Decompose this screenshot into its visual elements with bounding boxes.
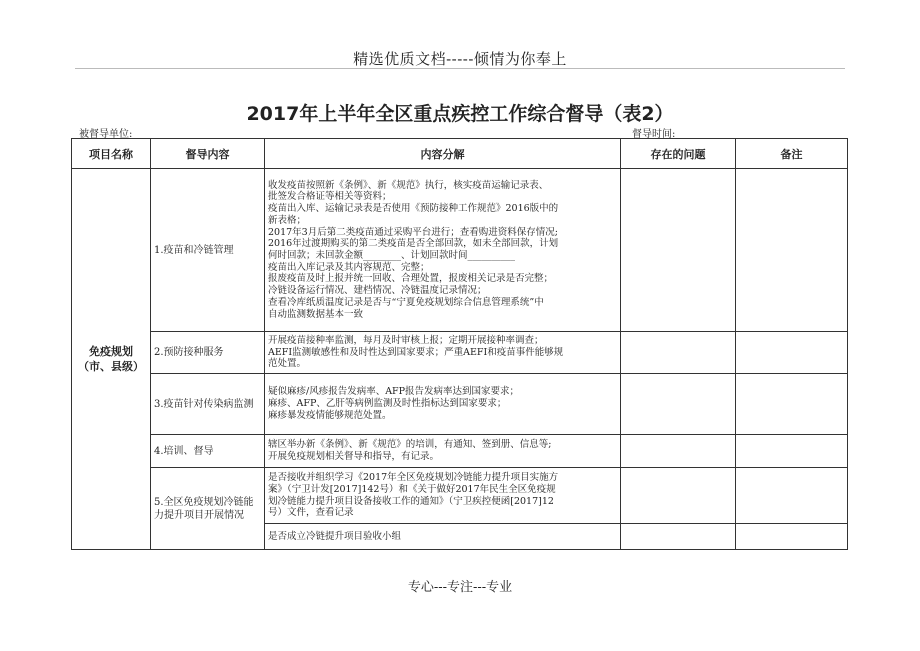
remarks-cell[interactable]	[736, 468, 848, 524]
supervision-item: 1.疫苗和冷链管理	[151, 169, 265, 332]
content-line: 案》（宁卫计发[2017]142号）和《关于做好2017年民生全区免疫规	[268, 483, 556, 495]
col-header-problems: 存在的问题	[621, 139, 736, 169]
problems-cell[interactable]	[621, 468, 736, 524]
table-header-row	[72, 139, 848, 169]
problems-cell[interactable]	[621, 332, 736, 374]
supervision-item: 4.培训、督导	[151, 435, 265, 468]
content-line: 新表格；	[268, 214, 307, 226]
content-breakdown-cell	[265, 332, 621, 374]
content-line: 疑似麻疹/风疹报告发病率、AFP报告发病率达到国家要求；	[268, 386, 520, 398]
content-line: 辖区举办新《条例》、新《规范》的培训，有通知、签到册、信息等;	[268, 439, 552, 451]
content-line: 是否接收并组织学习《2017年全区免疫规划冷链能力提升项目实施方	[268, 472, 559, 484]
supervision-item: 3.疫苗针对传染病监测	[151, 374, 265, 435]
content-line: 麻疹暴发疫情能够规范处置。	[268, 409, 392, 421]
content-line: 疫苗出入库记录及其内容规范、完整；	[268, 261, 430, 273]
content-line: 何时回款；未回款金额________、计划回款时间__________	[268, 250, 516, 261]
table-row	[72, 169, 848, 332]
project-name: 免疫规划	[89, 345, 133, 358]
content-line: AEFI监测敏感性和及时性达到国家要求；严重AEFI和疫苗事件能够规	[268, 346, 564, 358]
page-footer: 专心---专注---专业	[407, 580, 513, 595]
supervision-item: 5.全区免疫规划冷链能力提升项目开展情况	[151, 468, 265, 550]
content-breakdown-cell	[265, 169, 621, 332]
table-row	[72, 374, 848, 435]
project-name-cell	[72, 169, 151, 550]
content-line: 报废疫苗及时上报并统一回收、合理处置，报废相关记录是否完整；	[268, 273, 554, 285]
content-line: 开展免疫规划相关督导和指导，有记录。	[268, 451, 440, 462]
document-title: 2017年上半年全区重点疾控工作综合督导（表2）	[246, 103, 674, 125]
remarks-cell[interactable]	[736, 524, 848, 550]
content-breakdown-cell	[265, 374, 621, 435]
content-line: 是否成立冷链提升项目验收小组	[268, 530, 402, 542]
content-line: 疫苗出入库、运输记录表是否使用《预防接种工作规范》2016版中的	[268, 203, 559, 215]
remarks-cell[interactable]	[736, 435, 848, 468]
remarks-cell[interactable]	[736, 332, 848, 374]
problems-cell[interactable]	[621, 374, 736, 435]
content-line: 开展疫苗接种率监测，每月及时审核上报；定期开展接种率调查；	[268, 334, 544, 346]
content-breakdown-cell	[265, 524, 621, 550]
content-breakdown-cell	[265, 435, 621, 468]
table-row	[72, 332, 848, 374]
supervision-time-label: 督导时间:	[632, 129, 676, 140]
content-line: 2017年3月后第二类疫苗通过采购平台进行；查看购进资料保存情况;	[268, 226, 558, 238]
table-row	[72, 468, 848, 524]
table-row	[72, 435, 848, 468]
content-line: 自动监测数据基本一致	[268, 308, 364, 320]
supervision-table	[71, 138, 848, 550]
content-line: 2016年过渡期购买的第二类疫苗是否全部回款，如未全部回款，计划	[268, 238, 559, 250]
problems-cell[interactable]	[621, 435, 736, 468]
content-line: 收发疫苗按照新《条例》、新《规范》执行，核实疫苗运输记录表、	[268, 179, 549, 191]
problems-cell[interactable]	[621, 524, 736, 550]
content-line: 批签发合格证等相关等资料；	[268, 191, 392, 203]
header-divider	[75, 68, 845, 69]
col-header-remarks: 备注	[736, 139, 848, 169]
col-header-content: 督导内容	[151, 139, 265, 169]
content-line: 冷链设备运行情况、建档情况、冷链温度记录情况；	[268, 285, 487, 297]
content-line: 范处置。	[268, 358, 307, 370]
project-scope: （市、县级）	[78, 360, 144, 373]
content-line: 麻疹、AFP、乙肝等病例监测及时性指标达到国家要求；	[268, 398, 507, 410]
col-header-breakdown: 内容分解	[265, 139, 621, 169]
content-line: 号）文件，查看记录	[268, 507, 354, 519]
content-line: 查看冷库纸质温度记录是否与“宁夏免疫规划综合信息管理系统”中	[268, 296, 544, 308]
col-header-project: 项目名称	[72, 139, 151, 169]
supervised-unit-label: 被督导单位:	[79, 129, 133, 140]
remarks-cell[interactable]	[736, 169, 848, 332]
content-breakdown-cell	[265, 468, 621, 524]
problems-cell[interactable]	[621, 169, 736, 332]
page-header: 精选优质文档-----倾情为你奉上	[353, 50, 567, 68]
remarks-cell[interactable]	[736, 374, 848, 435]
content-line: 划冷链能力提升项目设备接收工作的通知》（宁卫疾控便函[2017]12	[268, 495, 554, 507]
supervision-item: 2.预防接种服务	[151, 332, 265, 374]
